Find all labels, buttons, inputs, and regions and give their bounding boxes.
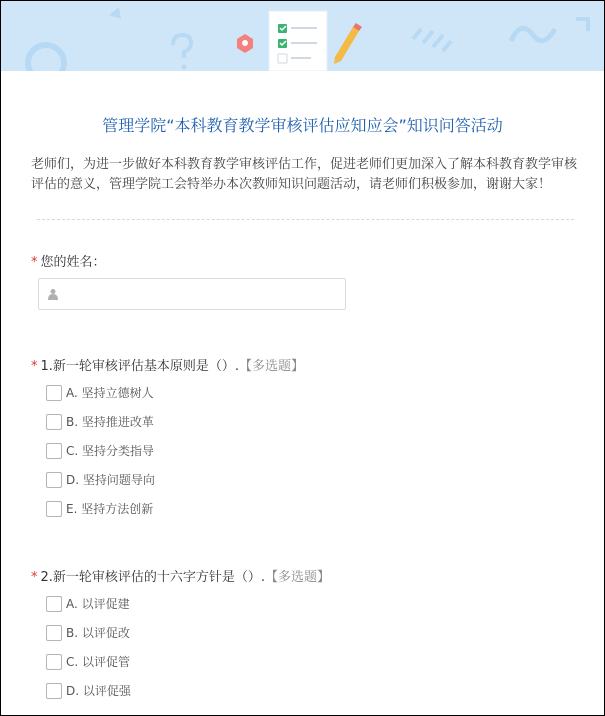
checkbox[interactable] — [46, 625, 62, 641]
question-2-tag: 【多选题】 — [265, 570, 331, 585]
option-label: A. 坚持立德树人 — [66, 386, 154, 400]
intro-text: 老师们，为进一步做好本科教育教学审核评估工作，促进老师们更加深入了解本科教育教学审核评估的意义，管理学院工会特举办本次教师知识问题活动，请老师们积极参加，谢谢大家！ — [31, 157, 578, 192]
checkbox[interactable] — [46, 654, 62, 670]
checkbox[interactable] — [46, 443, 62, 459]
required-mark: * — [31, 570, 38, 585]
name-label-text: 您的姓名： — [40, 255, 106, 270]
option-label: A. 以评促建 — [66, 597, 130, 611]
option-label: D. 坚持问题导向 — [66, 473, 155, 487]
question-1-text: 1.新一轮审核评估基本原则是（）. — [40, 359, 240, 374]
header-banner — [1, 1, 604, 71]
option-label: D. 以评促强 — [66, 684, 131, 698]
required-mark: * — [31, 359, 38, 374]
question-1-tag: 【多选题】 — [239, 359, 305, 374]
option-label: C. 以评促管 — [66, 655, 131, 669]
checkbox[interactable] — [46, 683, 62, 699]
option-label: B. 以评促改 — [66, 626, 130, 640]
option-label: B. 坚持推进改革 — [66, 415, 154, 429]
page-title: 管理学院“本科教育教学审核评估应知应会”知识问答活动 — [102, 116, 503, 135]
divider — [37, 219, 574, 220]
checkbox[interactable] — [46, 501, 62, 517]
checkbox[interactable] — [46, 385, 62, 401]
option-label: E. 坚持方法创新 — [66, 502, 154, 516]
name-input[interactable] — [65, 283, 339, 305]
survey-content — [1, 71, 604, 715]
checkbox[interactable] — [46, 596, 62, 612]
name-question-label — [31, 251, 106, 270]
question-2-label — [31, 566, 330, 585]
banner-illustration-icon — [1, 1, 604, 71]
option-label: C. 坚持分类指导 — [66, 444, 155, 458]
question-2-text: 2.新一轮审核评估的十六字方针是（）. — [40, 570, 266, 585]
checkbox[interactable] — [46, 472, 62, 488]
question-1-label — [31, 355, 304, 374]
required-mark: * — [31, 255, 38, 270]
checkbox[interactable] — [46, 414, 62, 430]
user-icon — [47, 288, 59, 300]
name-input-box[interactable] — [38, 278, 346, 310]
